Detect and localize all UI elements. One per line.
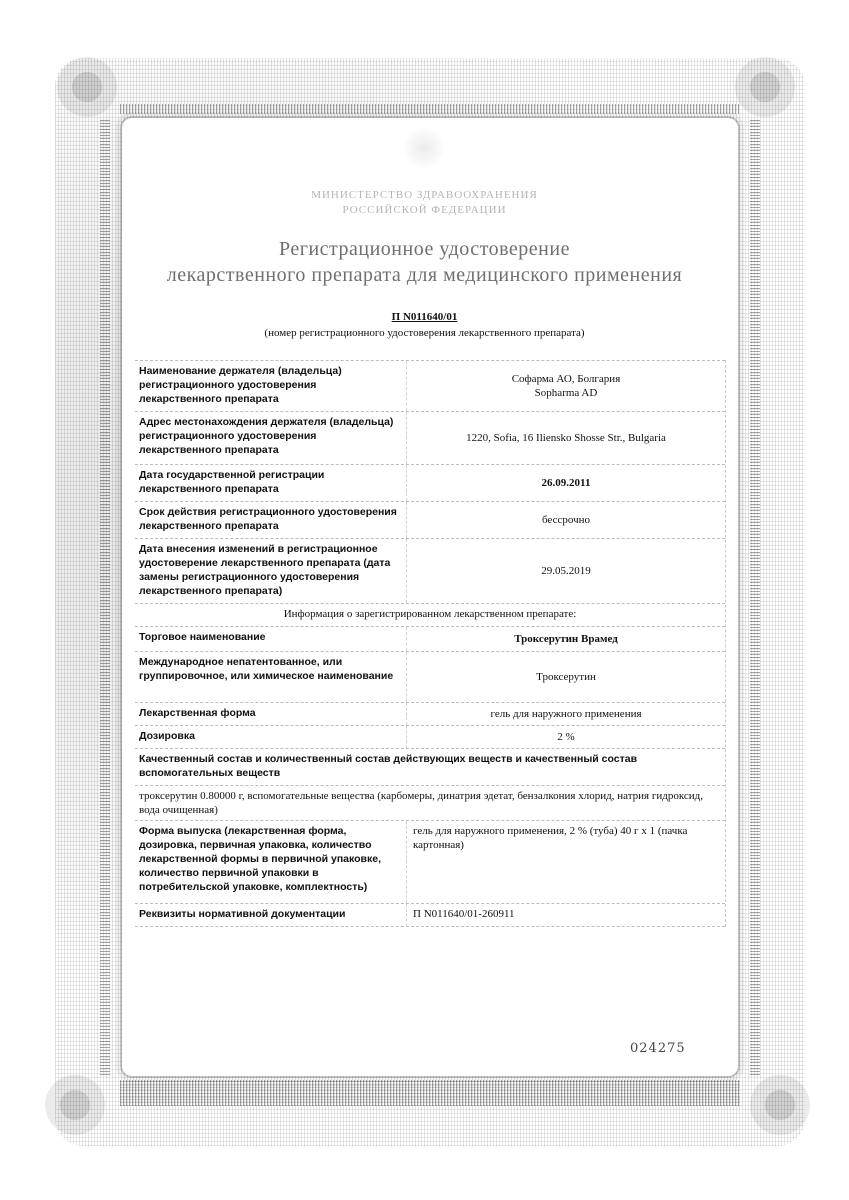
registration-number-caption: (номер регистрационного удостоверения лекарственного препарата) <box>264 327 585 339</box>
row-label: Лекарственная форма <box>135 703 407 725</box>
table-row-change-date <box>135 538 725 603</box>
table-row-release-form <box>135 820 725 903</box>
registration-table <box>135 360 726 927</box>
row-value: бессрочно <box>541 514 590 526</box>
table-row-trade-name <box>135 626 725 651</box>
row-label: Форма выпуска (лекарственная форма, дозировка, первичная упаковка, количество лекарственной формы в первичной упаковке, количество первичной упаковки в потребительской упаковке, комплектность) <box>135 821 407 903</box>
table-row-holder-name <box>135 360 725 411</box>
state-emblem-icon <box>400 128 448 168</box>
ministry-header <box>0 188 849 218</box>
row-value: 1220, Sofia, 16 Iliensko Shosse Str., Bulgaria <box>466 432 666 444</box>
border-band-bottom <box>120 1080 740 1106</box>
row-value: П N011640/01-260911 <box>413 908 515 920</box>
row-label: Адрес местонахождения держателя (владельца) регистрационного удостоверения лекарственного препарата <box>135 412 407 464</box>
row-label: Реквизиты нормативной документации <box>135 904 407 926</box>
row-label: Дата государственной регистрации лекарственного препарата <box>135 465 407 501</box>
row-value: гель для наружного применения, 2 % (туба) 40 г x 1 (пачка картонная) <box>413 825 688 851</box>
corner-ornament <box>730 52 800 122</box>
row-label: Срок действия регистрационного удостоверения лекарственного препарата <box>135 502 407 538</box>
row-value: 2 % <box>557 731 575 743</box>
row-label: Дата внесения изменений в регистрационное удостоверение лекарственного препарата (дата замены регистрационного удостоверения лекарственного препарата) <box>135 539 407 603</box>
title-line-2: лекарственного препарата для медицинского применения <box>166 264 683 286</box>
row-value: 29.05.2019 <box>541 565 591 577</box>
row-label: Международное непатентованное, или группировочное, или химическое наименование <box>135 652 407 702</box>
holder-name-en: Sopharma AD <box>534 387 598 399</box>
table-row-holder-address <box>135 411 725 464</box>
table-row-inn <box>135 651 725 702</box>
corner-ornament <box>745 1070 815 1140</box>
composition-heading: Качественный состав и количественный состав действующих веществ и качественный состав вспомогательных веществ <box>139 753 638 779</box>
table-row-dosage-form <box>135 702 725 725</box>
corner-ornament <box>52 52 122 122</box>
row-label: Дозировка <box>135 726 407 748</box>
row-value: Троксерутин Врамед <box>514 633 618 645</box>
title-line-1: Регистрационное удостоверение <box>279 238 570 260</box>
row-value: Троксерутин <box>536 671 596 683</box>
info-heading: Информация о зарегистрированном лекарственном препарате: <box>283 608 577 620</box>
table-row-registration-date <box>135 464 725 501</box>
border-band-top <box>120 104 740 114</box>
row-value: гель для наружного применения <box>490 708 642 720</box>
ministry-line-2: РОССИЙСКОЙ ФЕДЕРАЦИИ <box>342 204 507 216</box>
document-title <box>0 236 849 288</box>
row-label: Торговое наименование <box>135 627 407 651</box>
row-value <box>407 361 725 411</box>
table-row-dosage <box>135 725 725 748</box>
corner-ornament <box>40 1070 110 1140</box>
table-row-normative-docs <box>135 903 725 927</box>
serial-number: 024275 <box>630 1041 686 1056</box>
holder-name-ru: Софарма АО, Болгария <box>511 373 621 385</box>
table-row-composition-heading <box>135 748 725 785</box>
row-label: Наименование держателя (владельца) регистрационного удостоверения лекарственного препарата <box>135 361 407 411</box>
table-row-validity <box>135 501 725 538</box>
ministry-line-1: МИНИСТЕРСТВО ЗДРАВООХРАНЕНИЯ <box>311 189 538 201</box>
registration-number: П N011640/01 <box>391 311 458 323</box>
table-row-info-heading <box>135 603 725 626</box>
composition-text: троксерутин 0.80000 г, вспомогательные вещества (карбомеры, динатрия эдетат, бензалкония хлорид, натрия гидроксид, вода очищенная) <box>139 790 704 816</box>
row-value: 26.09.2011 <box>541 477 591 489</box>
table-row-composition-text <box>135 785 725 820</box>
